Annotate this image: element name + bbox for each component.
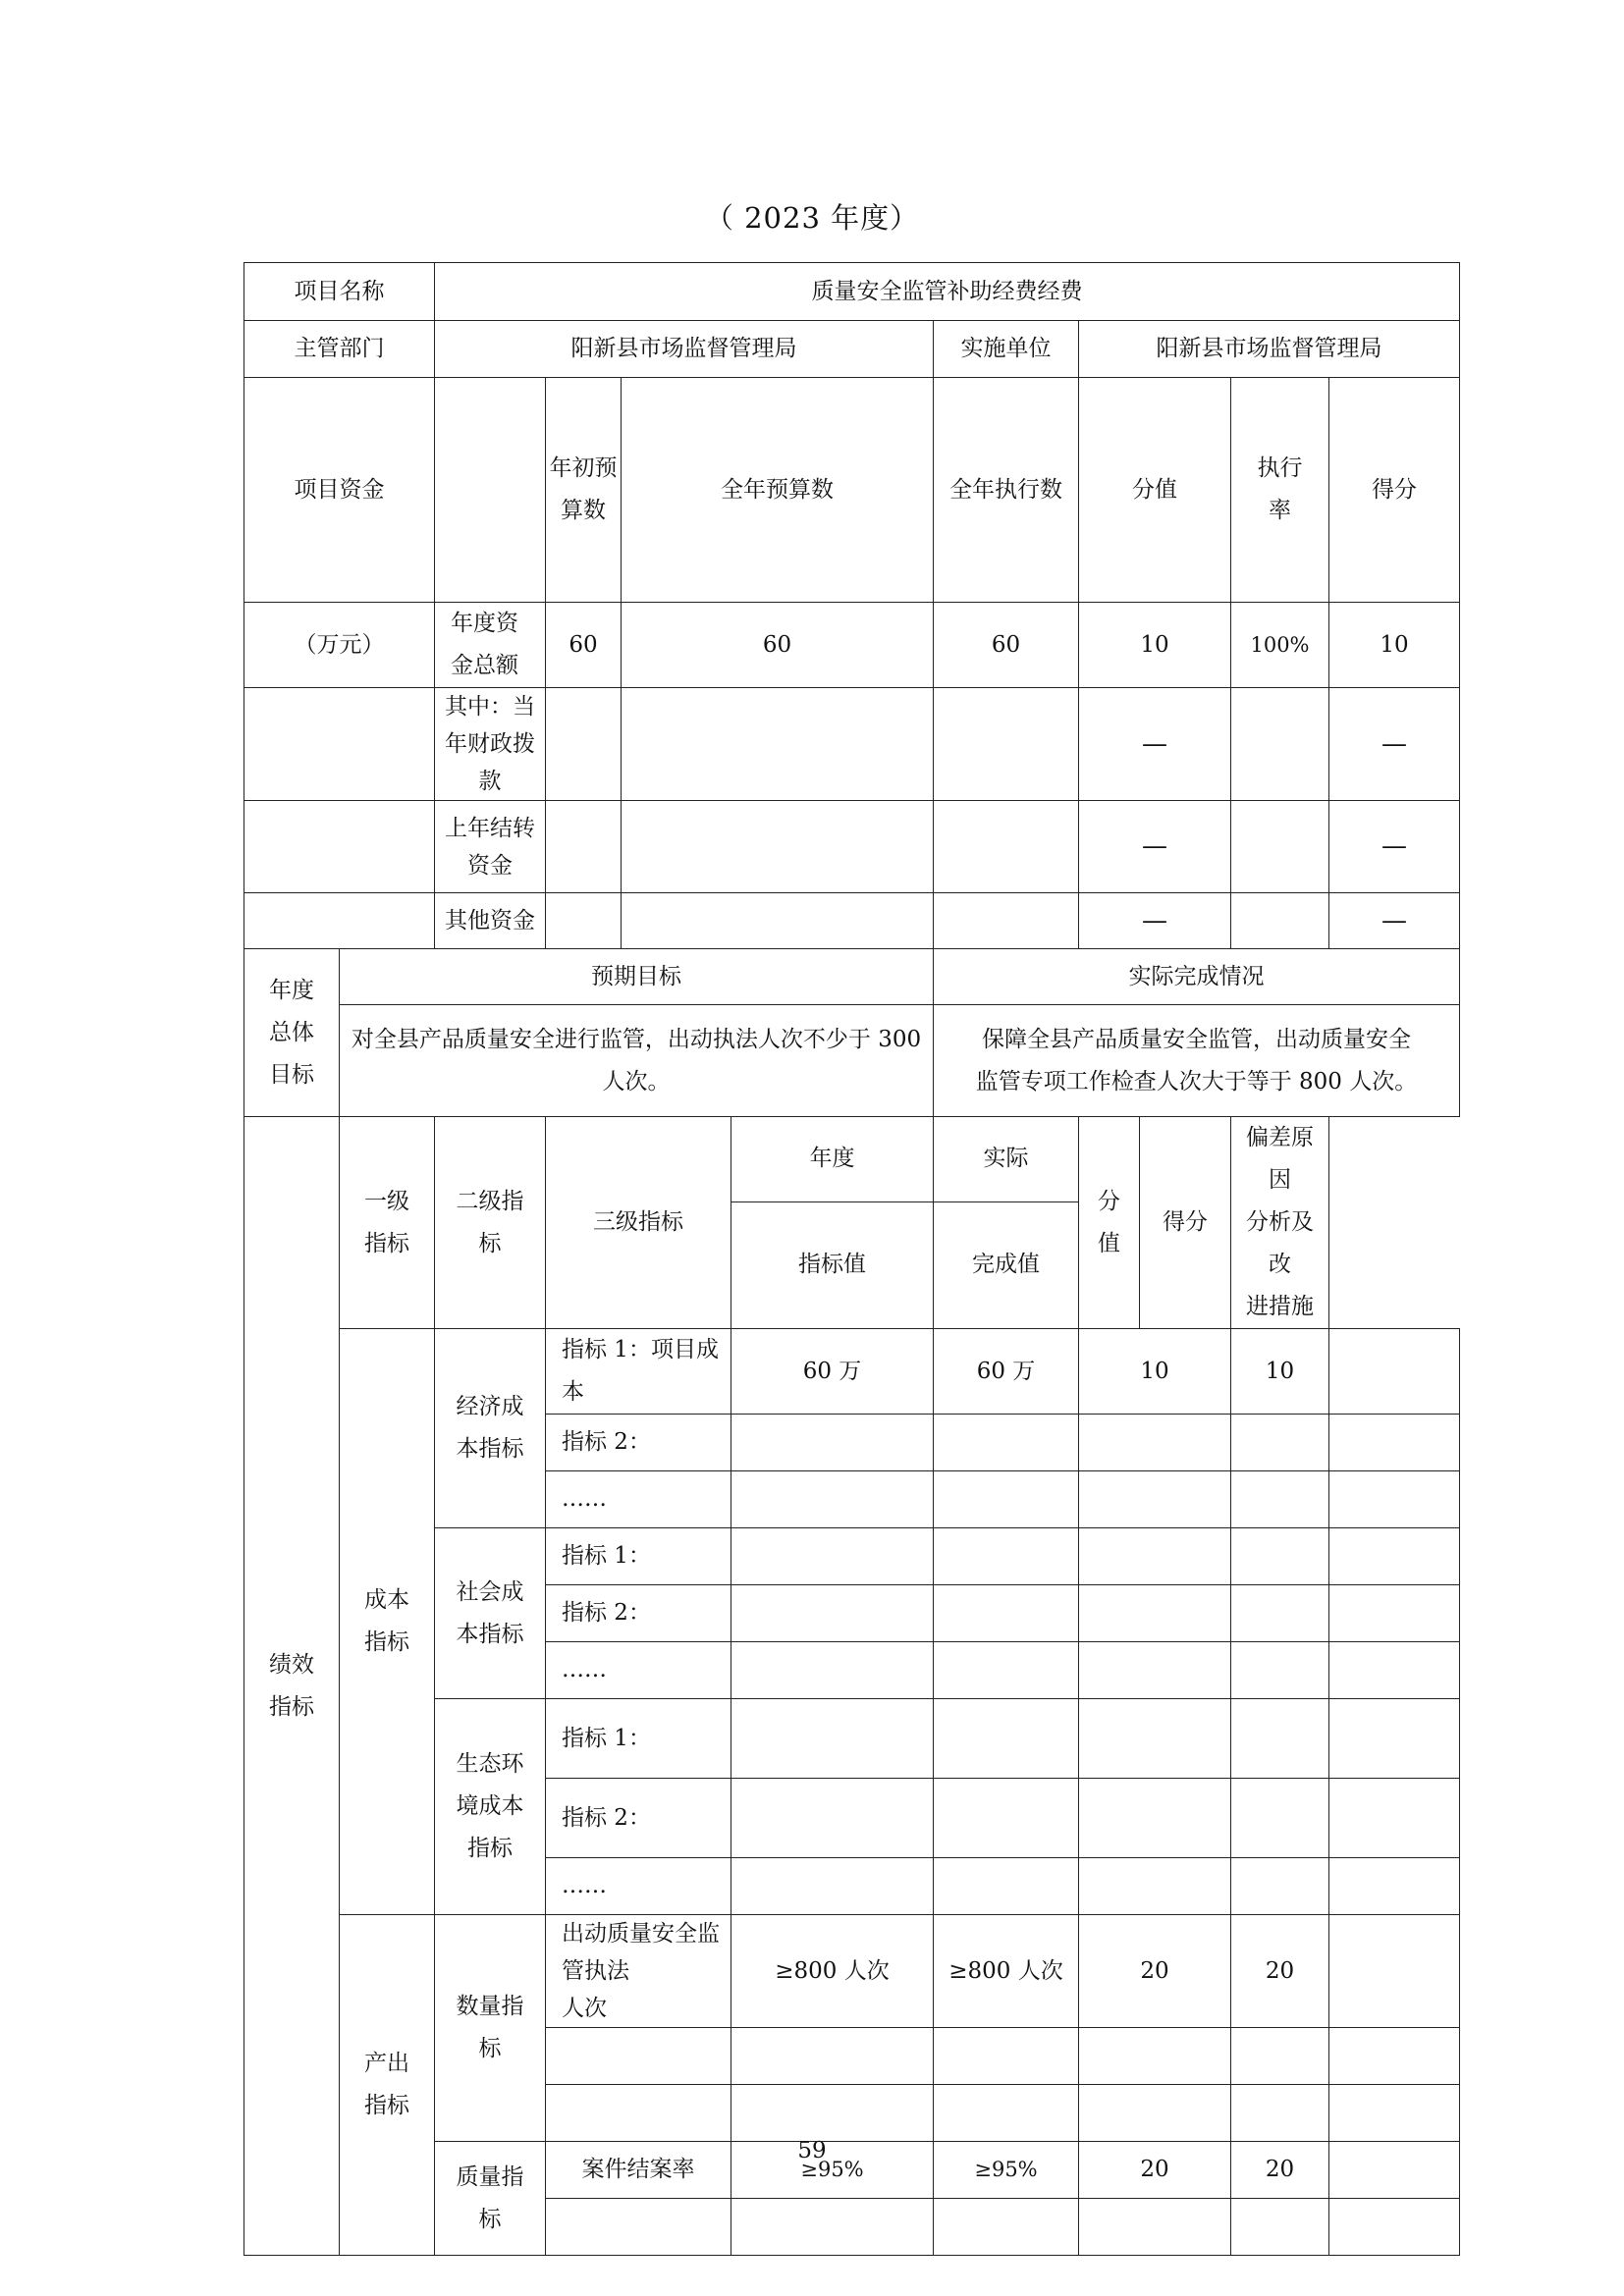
indicator-name: …… xyxy=(546,1642,731,1699)
indicator-deviation xyxy=(1329,1585,1460,1642)
year-title: （ 2023 年度） xyxy=(704,201,920,235)
indicator-name xyxy=(546,2085,731,2142)
actual-goal-label: 实际完成情况 xyxy=(934,949,1460,1005)
quality-indicator-label: 质量指 标 xyxy=(435,2142,546,2256)
indicator-deviation xyxy=(1329,1642,1460,1699)
cost-indicators-label: 成本 指标 xyxy=(340,1329,435,1915)
funds-blank xyxy=(435,378,546,603)
indicator-got xyxy=(1231,1699,1329,1779)
indicator-deviation xyxy=(1329,1415,1460,1471)
indicator-actual xyxy=(934,2199,1079,2256)
indicator-actual xyxy=(934,1642,1079,1699)
perf-header-actual-bottom: 完成值 xyxy=(934,1201,1079,1328)
project-name: 质量安全监管补助经费经费 xyxy=(435,263,1460,321)
economic-cost-label: 经济成 本指标 xyxy=(435,1329,546,1528)
perf-header-level1: 一级 指标 xyxy=(340,1117,435,1329)
indicator-actual: ≥95% xyxy=(934,2142,1079,2199)
performance-table xyxy=(244,262,1460,2256)
indicator-target xyxy=(731,2028,934,2085)
impl-value: 阳新县市场监督管理局 xyxy=(1079,321,1460,378)
indicator-score: 10 xyxy=(1079,1329,1231,1415)
indicator-actual: 60 万 xyxy=(934,1329,1079,1415)
indicator-got xyxy=(1231,2028,1329,2085)
funds-row-label: 其中：当年财政拨 款 xyxy=(435,688,546,801)
indicator-target: ≥800 人次 xyxy=(731,1915,934,2028)
indicator-score xyxy=(1079,1585,1231,1642)
funds-cell: 10 xyxy=(1329,603,1460,688)
funds-cell: — xyxy=(1329,893,1460,949)
dept-value: 阳新县市场监督管理局 xyxy=(435,321,934,378)
indicator-target xyxy=(731,1699,934,1779)
indicator-score xyxy=(1079,2085,1231,2142)
indicator-score xyxy=(1079,2028,1231,2085)
funds-blank xyxy=(244,801,435,893)
funds-cell: — xyxy=(1079,688,1231,801)
indicator-deviation xyxy=(1329,1471,1460,1528)
funds-header-executed: 全年执行数 xyxy=(934,378,1079,603)
expected-goal-label: 预期目标 xyxy=(340,949,934,1005)
indicator-name: 指标 2： xyxy=(546,1415,731,1471)
goals-label: 年度 总体 目标 xyxy=(244,949,340,1117)
funds-row-label: 其他资金 xyxy=(435,893,546,949)
funds-cell xyxy=(934,801,1079,893)
funds-cell xyxy=(546,893,622,949)
indicator-actual xyxy=(934,1585,1079,1642)
quantity-indicator-label: 数量指 标 xyxy=(435,1915,546,2142)
project-name-label: 项目名称 xyxy=(244,263,435,321)
funds-cell xyxy=(934,893,1079,949)
output-indicators-label: 产出 指标 xyxy=(340,1915,435,2256)
perf-header-annual-top: 年度 xyxy=(731,1117,934,1202)
funds-label: 项目资金 xyxy=(244,378,435,603)
indicator-name: 指标 1：项目成本 xyxy=(546,1329,731,1415)
perf-header-got: 得分 xyxy=(1140,1117,1231,1329)
indicator-name: 指标 1： xyxy=(546,1699,731,1779)
funds-blank xyxy=(244,893,435,949)
indicator-got xyxy=(1231,2085,1329,2142)
funds-header-initial: 年初预 算数 xyxy=(546,378,622,603)
indicator-name: 出动质量安全监管执法 人次 xyxy=(546,1915,731,2028)
indicator-got: 20 xyxy=(1231,2142,1329,2199)
indicator-got xyxy=(1231,1858,1329,1915)
indicator-target xyxy=(731,1585,934,1642)
dept-label: 主管部门 xyxy=(244,321,435,378)
indicator-actual xyxy=(934,1415,1079,1471)
funds-cell xyxy=(546,688,622,801)
funds-unit: （万元） xyxy=(244,603,435,688)
indicator-got xyxy=(1231,1779,1329,1858)
indicator-got: 20 xyxy=(1231,1915,1329,2028)
indicator-got: 10 xyxy=(1231,1329,1329,1415)
indicator-score xyxy=(1079,2199,1231,2256)
indicator-got xyxy=(1231,1471,1329,1528)
indicator-score: 20 xyxy=(1079,2142,1231,2199)
indicator-deviation xyxy=(1329,2028,1460,2085)
indicator-target xyxy=(731,2085,934,2142)
indicator-score xyxy=(1079,1471,1231,1528)
funds-header-got: 得分 xyxy=(1329,378,1460,603)
funds-cell xyxy=(1231,893,1329,949)
funds-header-annual: 全年预算数 xyxy=(622,378,934,603)
indicator-actual xyxy=(934,1779,1079,1858)
indicator-score xyxy=(1079,1779,1231,1858)
indicator-deviation xyxy=(1329,1779,1460,1858)
indicator-deviation xyxy=(1329,1329,1460,1415)
perf-header-level2: 二级指 标 xyxy=(435,1117,546,1329)
perf-header-deviation: 偏差原因 分析及改 进措施 xyxy=(1231,1117,1329,1329)
indicator-actual: ≥800 人次 xyxy=(934,1915,1079,2028)
funds-cell: 10 xyxy=(1079,603,1231,688)
indicator-deviation xyxy=(1329,1699,1460,1779)
perf-header-annual-bottom: 指标值 xyxy=(731,1201,934,1328)
actual-goal: 保障全县产品质量安全监管，出动质量安全 监管专项工作检查人次大于等于 800 人次。 xyxy=(934,1005,1460,1117)
funds-cell xyxy=(622,801,934,893)
funds-cell: — xyxy=(1079,801,1231,893)
indicator-score xyxy=(1079,1528,1231,1585)
indicator-actual xyxy=(934,1858,1079,1915)
funds-cell: 60 xyxy=(546,603,622,688)
indicator-name: 指标 1： xyxy=(546,1528,731,1585)
eco-cost-label: 生态环 境成本 指标 xyxy=(435,1699,546,1915)
funds-cell: 100% xyxy=(1231,603,1329,688)
funds-blank xyxy=(244,688,435,801)
indicator-name: 案件结案率 xyxy=(546,2142,731,2199)
indicator-score xyxy=(1079,1858,1231,1915)
indicator-got xyxy=(1231,2199,1329,2256)
impl-label: 实施单位 xyxy=(934,321,1079,378)
indicator-target xyxy=(731,2199,934,2256)
funds-row-label: 年度资金总额 xyxy=(435,603,546,688)
indicator-name: …… xyxy=(546,1858,731,1915)
indicator-actual xyxy=(934,2028,1079,2085)
indicator-actual xyxy=(934,1528,1079,1585)
funds-header-score: 分值 xyxy=(1079,378,1231,603)
funds-cell: — xyxy=(1329,688,1460,801)
funds-header-rate: 执行 率 xyxy=(1231,378,1329,603)
indicator-target xyxy=(731,1415,934,1471)
indicator-score xyxy=(1079,1642,1231,1699)
indicator-deviation xyxy=(1329,2199,1460,2256)
expected-goal: 对全县产品质量安全进行监管，出动执法人次不少于 300 人次。 xyxy=(340,1005,934,1117)
indicator-score xyxy=(1079,1699,1231,1779)
indicator-score: 20 xyxy=(1079,1915,1231,2028)
funds-cell: — xyxy=(1329,801,1460,893)
perf-header-actual-top: 实际 xyxy=(934,1117,1079,1202)
indicator-actual xyxy=(934,1699,1079,1779)
funds-cell: 60 xyxy=(622,603,934,688)
indicator-got xyxy=(1231,1528,1329,1585)
indicator-name xyxy=(546,2028,731,2085)
indicator-target xyxy=(731,1858,934,1915)
funds-cell: — xyxy=(1079,893,1231,949)
indicator-actual xyxy=(934,1471,1079,1528)
funds-cell xyxy=(1231,801,1329,893)
indicator-target: 60 万 xyxy=(731,1329,934,1415)
indicator-deviation xyxy=(1329,1915,1460,2028)
page-number: 59 xyxy=(797,2138,827,2163)
funds-row-label: 上年结转 资金 xyxy=(435,801,546,893)
indicator-name xyxy=(546,2199,731,2256)
indicator-target xyxy=(731,1528,934,1585)
funds-cell xyxy=(1231,688,1329,801)
perf-label: 绩效 指标 xyxy=(244,1117,340,2256)
indicator-score xyxy=(1079,1415,1231,1471)
indicator-got xyxy=(1231,1642,1329,1699)
indicator-target xyxy=(731,1471,934,1528)
indicator-target xyxy=(731,1642,934,1699)
indicator-deviation xyxy=(1329,1528,1460,1585)
indicator-deviation xyxy=(1329,2085,1460,2142)
indicator-got xyxy=(1231,1585,1329,1642)
funds-cell: 60 xyxy=(934,603,1079,688)
social-cost-label: 社会成 本指标 xyxy=(435,1528,546,1699)
indicator-name: 指标 2： xyxy=(546,1585,731,1642)
indicator-actual xyxy=(934,2085,1079,2142)
funds-cell xyxy=(622,893,934,949)
indicator-target xyxy=(731,1779,934,1858)
perf-header-level3: 三级指标 xyxy=(546,1117,731,1329)
indicator-name: 指标 2： xyxy=(546,1779,731,1858)
perf-header-score: 分值 xyxy=(1079,1117,1140,1329)
indicator-target: ≥95% xyxy=(731,2142,934,2199)
funds-cell xyxy=(622,688,934,801)
funds-cell xyxy=(934,688,1079,801)
indicator-name: …… xyxy=(546,1471,731,1528)
indicator-got xyxy=(1231,1415,1329,1471)
indicator-deviation xyxy=(1329,1858,1460,1915)
funds-cell xyxy=(546,801,622,893)
